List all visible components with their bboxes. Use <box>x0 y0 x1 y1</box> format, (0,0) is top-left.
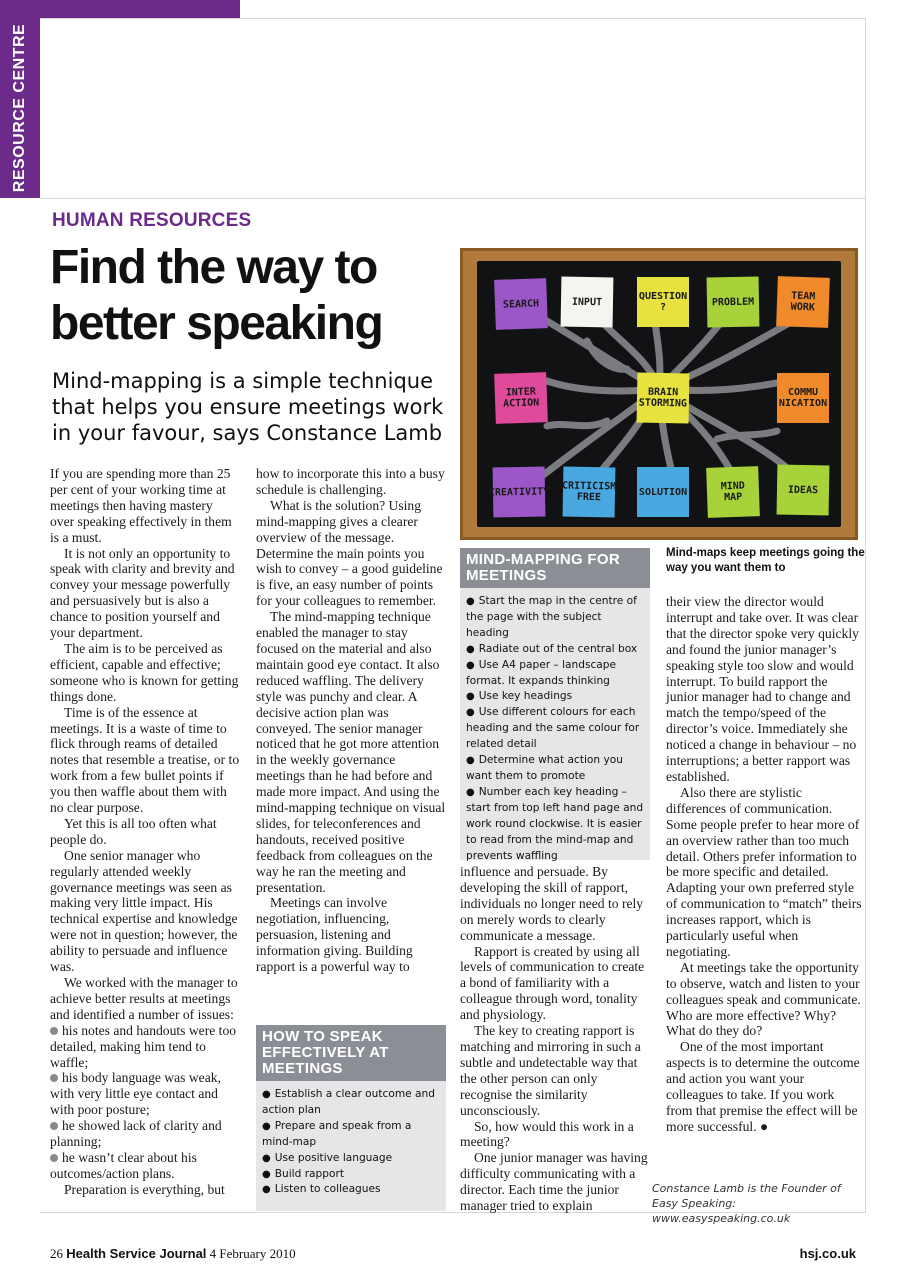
standfirst: Mind-mapping is a simple technique that helps you ensure meetings work in your favour, says Constance Lamb <box>52 369 444 445</box>
list-item: he wasn’t clear about his outcomes/action plans. <box>50 1149 197 1181</box>
side-section-tab <box>0 18 40 198</box>
paragraph: influence and persuade. By developing the skill of rapport, individuals no longer need to rely on merely words to clearly communicate a message. <box>460 864 644 943</box>
list-item: his notes and handouts were too detailed, making him tend to waffle; <box>50 1022 237 1070</box>
paragraph: One of the most important aspects is to determine the outcome and action you want your colleagues to take. If you work from that premise the effect will be more successful. ● <box>666 1039 860 1134</box>
note-mind-map: MIND MAP <box>706 466 760 518</box>
article-column-4 <box>666 594 862 1135</box>
paragraph: If you are spending more than 25 per cent of your working time at meetings then having mastery over speaking effectively in them is a must. <box>50 466 232 545</box>
top-color-band <box>0 0 240 18</box>
tips-box-title: HOW TO SPEAK EFFECTIVELY AT MEETINGS <box>256 1025 446 1081</box>
note-communication: COMMU NICATION <box>777 373 829 423</box>
list-item: ● Start the map in the centre of the page with the subject heading <box>466 594 644 642</box>
note-teamwork: TEAM WORK <box>776 276 830 328</box>
paragraph: Rapport is created by using all levels of communication to create a bond of familiarity with a colleague through word, tonality and physiology. <box>460 943 645 1023</box>
list-item: ● Use A4 paper – landscape format. It expands thinking <box>466 658 644 690</box>
article-column-3 <box>460 864 652 1214</box>
list-item: he showed lack of clarity and planning; <box>50 1118 222 1150</box>
paragraph: The aim is to be perceived as efficient, capable and effective; someone who is known for getting things done. <box>50 640 239 704</box>
list-item: ● Build rapport <box>262 1167 440 1183</box>
page-number: 26 <box>50 1246 63 1261</box>
list-item: ● Number each key heading – start from top left hand page and work round clockwise. It is easier to read from the mind-map and prevents waffling <box>466 785 644 865</box>
tips-list <box>460 588 650 868</box>
paragraph: So, how would this work in a meeting? <box>460 1118 634 1150</box>
paragraph: At meetings take the opportunity to observe, watch and listen to your colleagues speak and communicate. Who are more effective? Why? What do they do? <box>666 959 861 1039</box>
paragraph: Preparation is everything, but <box>64 1181 225 1197</box>
article-column-1 <box>50 466 240 1198</box>
paragraph: Meetings can involve negotiation, influencing, persuasion, listening and information giving. Building rapport is a powerful way to <box>256 895 413 975</box>
list-item: ● Use positive language <box>262 1151 440 1167</box>
paragraph: The key to creating rapport is matching and mirroring in such a subtle and undetectable way that the other person can only recognise the similarity unconsciously. <box>460 1023 641 1118</box>
bullet-dot-icon <box>50 1154 58 1162</box>
list-item: ● Prepare and speak from a mind-map <box>262 1119 440 1151</box>
site-url: hsj.co.uk <box>799 1246 856 1261</box>
issue-date: 4 February 2010 <box>209 1246 296 1261</box>
list-item: ● Listen to colleagues <box>262 1182 440 1198</box>
bullet-dot-icon <box>50 1122 58 1130</box>
tips-box-speak <box>256 1025 446 1211</box>
article-column-2 <box>256 466 446 975</box>
list-item: ● Use different colours for each heading and the same colour for related detail <box>466 705 644 753</box>
bullet-dot-icon <box>50 1074 58 1082</box>
paragraph: The mind-mapping technique enabled the manager to stay focused on the material and also maintain good eye contact. It also reduced waffling. The delivery style was punchy and clear. A decisive action plan was conveyed. The senior manager noticed that he got more attention in the weekly governance meetings than he had before and made more impact. And using the mind-mapping technique on visual slides, for teleconferences and handouts, received positive feedback from colleagues on the way he ran the meeting and presentation. <box>256 609 446 895</box>
paragraph: Yet this is all too often what people do. <box>50 815 217 847</box>
side-tab-label: RESOURCE CENTRE <box>11 23 28 193</box>
note-interaction: INTER ACTION <box>494 372 548 424</box>
list-item: his body language was weak, with very little eye contact and with poor posture; <box>50 1070 221 1118</box>
journal-name: Health Service Journal <box>66 1246 207 1261</box>
note-solution: SOLUTION <box>637 467 689 517</box>
list-item: ● Radiate out of the central box <box>466 642 644 658</box>
paragraph: Also there are stylistic differences of communication. Some people prefer to hear more of an overview rather than too much detail. Others prefer information to be more specific and detailed. Adapting your own preferred style of communication to “match” theirs increases rapport, which is particularly useful when negotiating. <box>666 784 862 959</box>
page-footer <box>50 1246 296 1262</box>
list-item: ● Determine what action you want them to promote <box>466 753 644 785</box>
paragraph: It is not only an opportunity to speak with clarity and brevity and convey your message powerfully and persuasively but is also a chance to position yourself and your department. <box>50 545 235 641</box>
note-ideas: IDEAS <box>777 465 830 516</box>
headline: Find the way to better speaking <box>50 241 383 350</box>
blackboard <box>477 261 841 527</box>
author-byline: Constance Lamb is the Founder of Easy Speaking: www.easyspeaking.co.uk <box>652 1182 841 1225</box>
note-search: SEARCH <box>494 278 548 330</box>
note-criticism-free: CRITICISM FREE <box>563 467 616 518</box>
list-item: ● Establish a clear outcome and action plan <box>262 1087 440 1119</box>
section-label: HUMAN RESOURCES <box>52 210 252 231</box>
note-creativity: CREATIVITY <box>493 467 546 518</box>
image-caption: Mind-maps keep meetings going the way you want them to <box>666 547 865 574</box>
paragraph: One senior manager who regularly attended weekly governance meetings was seen as making very little impact. His technical expertise and knowledge were not in question; however, the ability to persuade and influence was. <box>50 847 238 975</box>
tips-box-mind-mapping <box>460 548 650 860</box>
paragraph: Time is of the essence at meetings. It is a waste of time to flick through reams of detailed notes that resemble a treatise, or to work from a few bullet points if you then waffle about them with no clear purpose. <box>50 704 240 816</box>
paragraph: how to incorporate this into a busy schedule is challenging. <box>256 466 445 497</box>
bullet-dot-icon <box>50 1027 58 1035</box>
list-item: ● Use key headings <box>466 689 644 705</box>
note-input: INPUT <box>561 277 614 328</box>
tips-box-title: MIND-MAPPING FOR MEETINGS <box>460 548 650 588</box>
paragraph: We worked with the manager to achieve better results at meetings and identified a number of issues: <box>50 975 238 1022</box>
paragraph: their view the director would interrupt and take over. It was clear that the director spoke very quickly and found the junior manager’s speaking style too slow and would interrupt. To build rapport the junior manager had to change and match the tempo/speed of the director’s voice. Immediately she noticed a change in behaviour – no interruptions; a better rapport was established. <box>666 594 859 784</box>
mind-map-photo <box>460 248 858 540</box>
note-brainstorming: BRAIN STORMING <box>637 373 690 424</box>
frame-divider <box>40 198 866 199</box>
note-problem: PROBLEM <box>707 277 760 328</box>
paragraph: What is the solution? Using mind-mapping gives a clearer overview of the message. Determine the main points you wish to convey – a good guideline is five, an easy number of points for your colleagues to remember. <box>256 497 443 609</box>
paragraph: One junior manager was having difficulty communicating with a director. Each time the junior manager tried to explain <box>460 1150 648 1214</box>
note-question: QUESTION ? <box>637 277 689 327</box>
tips-list <box>256 1081 446 1202</box>
